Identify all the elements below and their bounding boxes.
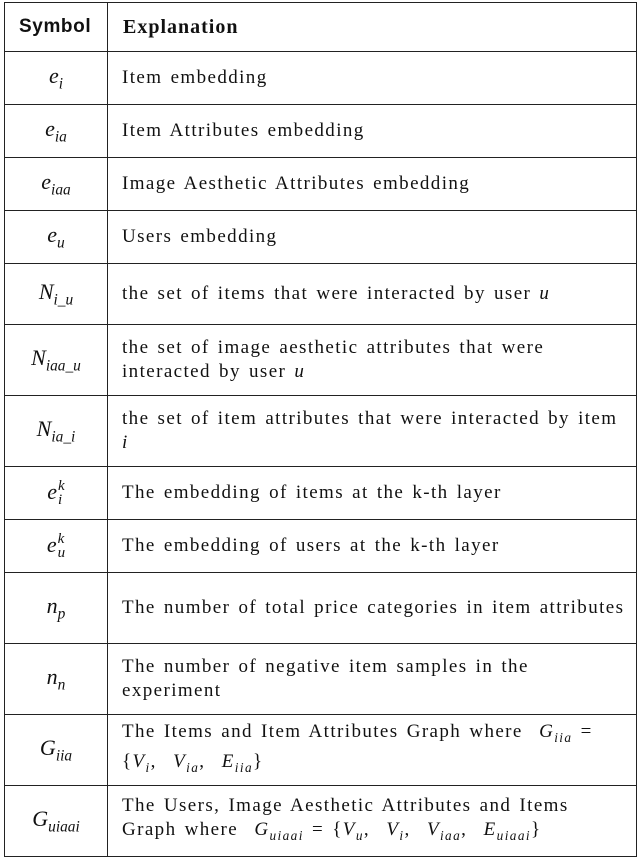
explanation-cell: the set of item attributes that were interacted by item i xyxy=(108,396,637,467)
explanation-cell: Users embedding xyxy=(108,211,637,264)
explanation-cell: The number of negative item samples in the experiment xyxy=(108,644,637,715)
table-row xyxy=(5,105,637,158)
explanation-cell: the set of image aesthetic attributes that were interacted by user u xyxy=(108,325,637,396)
graph-formula: $G_{iia} = \{V_i$, $V_{ia}$, $E_{iia}$} xyxy=(122,721,593,775)
symbol-cell: $e_u$ xyxy=(5,211,108,264)
table-row xyxy=(5,396,637,467)
header-explanation: Explanation xyxy=(108,3,637,52)
symbol-cell: $N_{iaa\_u}$ xyxy=(5,325,108,396)
explanation-cell: Image Aesthetic Attributes embedding xyxy=(108,158,637,211)
table-row xyxy=(5,644,637,715)
symbol-cell: $n_p$ xyxy=(5,573,108,644)
table-row xyxy=(5,786,637,857)
explanation-cell: The embedding of items at the k-th layer xyxy=(108,467,637,520)
table-row xyxy=(5,325,637,396)
explanation-cell: Item embedding xyxy=(108,52,637,105)
explanation-cell: The embedding of users at the k-th layer xyxy=(108,520,637,573)
explanation-cell: Item Attributes embedding xyxy=(108,105,637,158)
symbol-cell: e k i xyxy=(5,467,108,520)
symbol-cell: $e_{iaa}$ xyxy=(5,158,108,211)
table-row xyxy=(5,467,637,520)
symbol-cell: e k u xyxy=(5,520,108,573)
explanation-cell: The Users, Image Aesthetic Attributes and Items Graph where $G_{uiaai} = \{V_u$, $V_i$, $V_{iaa}$, $E_{uiaai}$} xyxy=(108,786,637,857)
table-row xyxy=(5,211,637,264)
graph-formula: $G_{uiaai} = \{V_u$, $V_i$, $V_{iaa}$, $E_{uiaai}$} xyxy=(254,819,542,843)
symbol-cell: $n_n$ xyxy=(5,644,108,715)
symbol-cell: $N_{i\_u}$ xyxy=(5,264,108,325)
header-symbol: Symbol xyxy=(5,3,108,52)
symbol-cell: $G_{uiaai}$ xyxy=(5,786,108,857)
table-row xyxy=(5,573,637,644)
notation-table xyxy=(4,2,637,857)
table-row xyxy=(5,715,637,786)
symbol-cell: $e_{ia}$ xyxy=(5,105,108,158)
explanation-cell: The Items and Item Attributes Graph where $G_{iia} = \{V_i$, $V_{ia}$, $E_{iia}$} xyxy=(108,715,637,786)
symbol-cell: $N_{ia\_i}$ xyxy=(5,396,108,467)
table-row xyxy=(5,158,637,211)
table-row xyxy=(5,52,637,105)
header-row xyxy=(5,3,637,52)
explanation-cell: the set of items that were interacted by user u xyxy=(108,264,637,325)
explanation-cell: The number of total price categories in item attributes xyxy=(108,573,637,644)
table-row xyxy=(5,520,637,573)
table-row xyxy=(5,264,637,325)
symbol-cell: $G_{iia}$ xyxy=(5,715,108,786)
symbol-cell: $e_i$ xyxy=(5,52,108,105)
